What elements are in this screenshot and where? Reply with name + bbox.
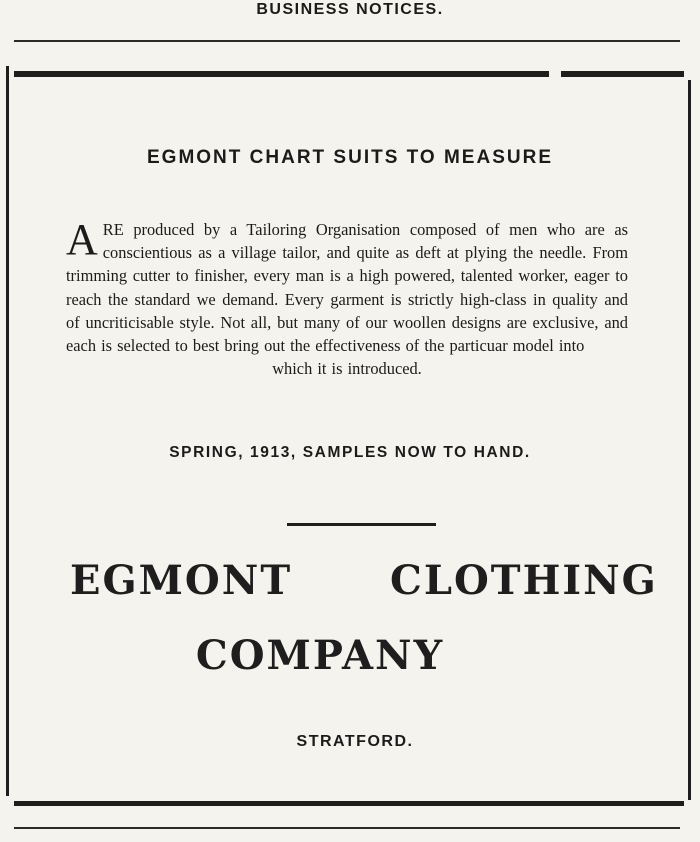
ad-body — [66, 215, 628, 380]
spring-announcement: SPRING, 1913, SAMPLES NOW TO HAND. — [169, 444, 531, 461]
ad-body-last: which it is introduced. — [272, 359, 422, 379]
bottom-thin-rule — [14, 827, 680, 829]
top-thick-rule — [14, 71, 684, 77]
ad-headline: EGMONT CHART SUITS TO MEASURE — [147, 147, 553, 168]
location-text: STRATFORD. — [296, 733, 414, 750]
company-word-egmont: EGMONT — [70, 557, 293, 604]
company-word-company: COMPANY — [195, 632, 445, 679]
bottom-thick-rule — [14, 801, 684, 806]
left-border — [6, 66, 9, 796]
company-word-clothing: CLOTHING — [390, 557, 658, 604]
right-border — [688, 80, 691, 800]
top-thin-rule — [14, 40, 680, 42]
ad-body-main: RE produced by a Tailoring Organisation composed of men who are as conscientious as a village tailor, and quite as deft at plying the needle. From trimming cutter to finisher, every man is a high powered, talented worker, eager to reach the standard we demand. Every garment is strictly high-class in quality and of uncriticisable style. Not all, but many of our woollen designs are exclusive, and each is selected to best bring out the effectiveness of the particuar model into — [66, 220, 628, 356]
section-heading: BUSINESS NOTICES. — [256, 1, 444, 18]
middle-rule — [287, 523, 436, 526]
drop-cap: A — [66, 215, 98, 264]
